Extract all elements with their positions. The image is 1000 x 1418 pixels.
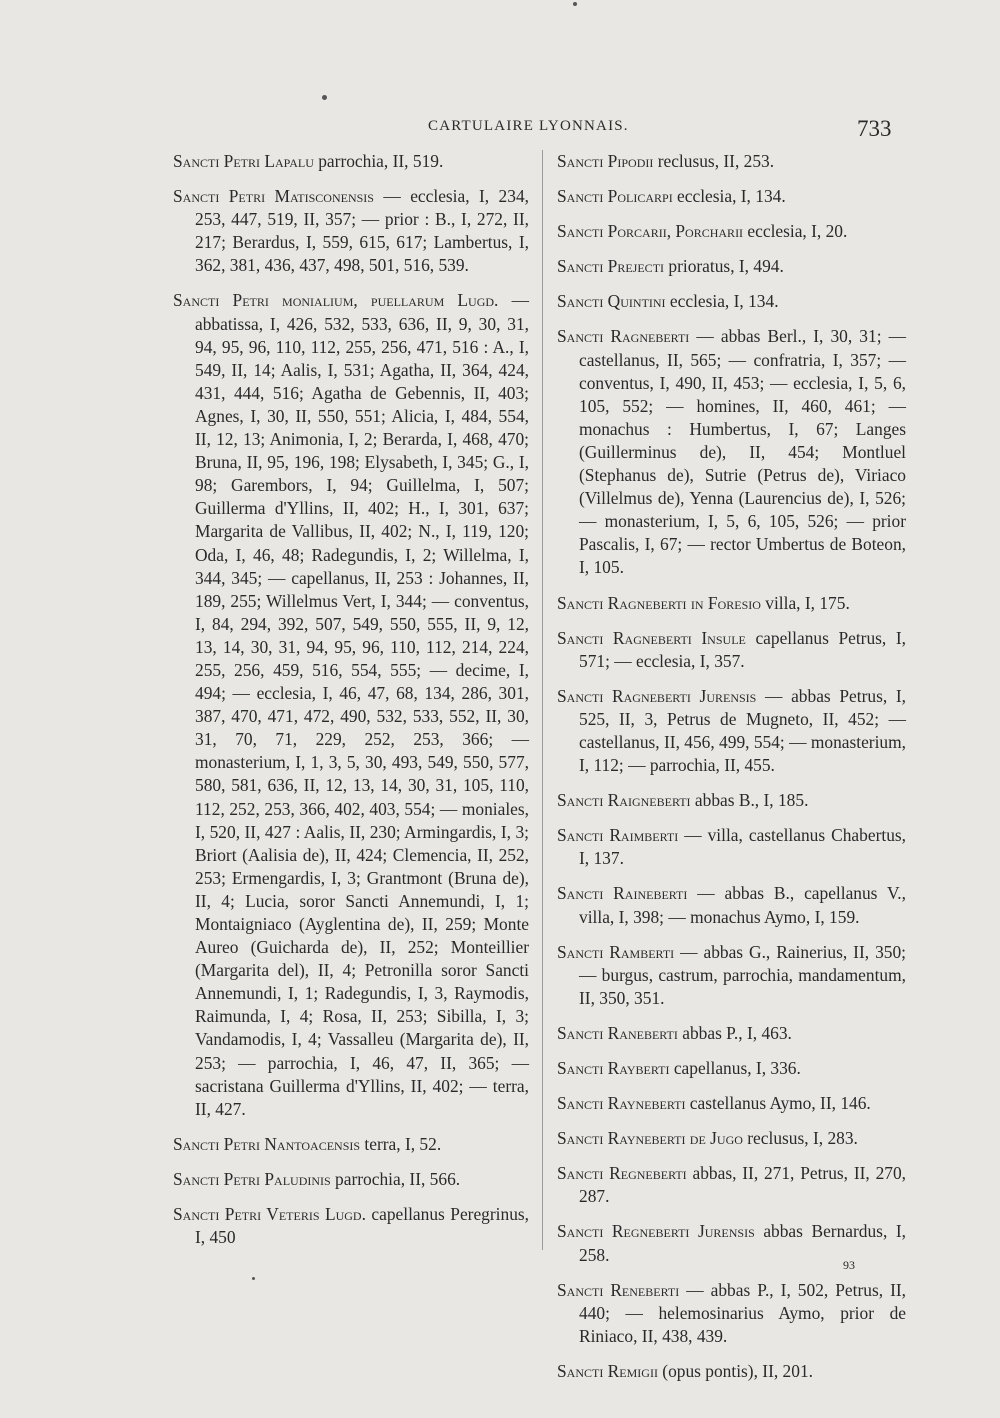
entry-heading: Sancti Petri Lapalu [173,151,314,171]
entry-heading: Sancti Ragneberti Insule [557,627,746,648]
entry-text: — abbas P., I, 502, Petrus, II, 440; — helemosinarius Aymo, prior de Riniaco, II, 438, 439. [579,1279,906,1346]
index-entry [557,1279,906,1348]
ink-speck [322,95,327,100]
index-entry [557,1057,906,1080]
entry-text: ecclesia, I, 20. [743,221,848,242]
entry-text: capellanus Peregrinus, I, 450 [195,1204,530,1248]
right-column [557,150,906,1395]
index-entry [173,1203,529,1249]
column-divider [542,150,543,1250]
entry-heading: Sancti Regneberti [557,1163,687,1184]
index-entry [557,882,906,928]
entry-text: ecclesia, I, 134. [672,186,786,207]
entry-heading: Sancti Raineberti [557,883,688,904]
signature-mark: 93 [843,1258,855,1272]
index-entry [557,627,906,673]
index-entry [557,1127,906,1150]
entry-heading: Sancti Pipodii [557,151,654,171]
entry-text: — ecclesia, I, 234, 253, 447, 519, II, 357; — prior : B., I, 272, II, 217; Berardus, I, 559, 615, 617; Lambertus, I, 362, 381, 436, 437, 498, 501, 516, 539. [195,186,529,276]
index-entry [557,185,906,208]
index-entry [173,185,529,277]
entry-text: abbas B., I, 185. [690,790,809,811]
entry-heading: Sancti Raimberti [557,825,679,846]
ink-speck [252,1277,255,1280]
index-entry [173,150,529,173]
entry-heading: Sancti Petri Nantoacensis [173,1133,361,1154]
entry-heading: Sancti Rayneberti [557,1093,686,1114]
entry-heading: Sancti Policarpi [557,186,673,207]
entry-heading: Sancti Quintini [557,291,666,312]
entry-heading: Sancti Remigii [557,1360,658,1381]
index-entry [557,255,906,278]
index-entry [557,325,906,579]
entry-text: capellanus, I, 336. [669,1058,801,1078]
entry-heading: Sancti Rayneberti de Jugo [557,1128,743,1149]
entry-text: (opus pontis), II, 201. [657,1360,813,1381]
index-entry [557,150,906,173]
entry-text: — villa, castellanus Chabertus, I, 137. [579,825,907,869]
left-column [173,150,529,1261]
entry-heading: Sancti Rayberti [557,1058,670,1078]
entry-heading: Sancti Ragneberti Jurensis [557,685,757,706]
entry-heading: Sancti Reneberti [557,1279,680,1300]
entry-text: reclusus, I, 283. [742,1128,858,1149]
index-entry [173,1133,529,1156]
entry-heading: Sancti Petri Paludinis [173,1168,331,1189]
entry-text: parrochia, II, 566. [330,1168,461,1189]
entry-text: villa, I, 175. [760,592,850,613]
entry-heading: Sancti Ragneberti in Foresio [557,592,761,613]
entry-heading: Sancti Prejecti [557,256,665,277]
entry-text: abbas P., I, 463. [677,1022,792,1043]
entry-text: — abbas Berl., I, 30, 31; — castellanus, II, 565; — confratria, I, 357; — conventus, I, 490, II, 453; — ecclesia, I, 5, 6, 105, 552; — homines, II, 460, 461; — monachus : Humbertus, I, 67; Langes (Guillerminus de), II, 454; Montluel (Stephanus de), Sutrie (Petrus de), Viriaco (Villelmus de), Yenna (Laurencius de), I, 526; — monasterium, I, 5, 6, 105, 526; — prior Pascalis, I, 67; — rector Umbertus de Boteon, I, 105. [579,326,906,578]
index-entry [557,1022,906,1045]
entry-heading: Sancti Petri monialium, puellarum Lugd. [173,290,499,311]
entry-heading: Sancti Raneberti [557,1022,678,1043]
entry-text: ecclesia, I, 134. [665,291,779,312]
entry-heading: Sancti Porcarii, Porcharii [557,221,744,242]
ink-speck [573,2,577,6]
running-title: CARTULAIRE LYONNAIS. [428,118,629,134]
entry-text: reclusus, II, 253. [653,151,775,171]
index-entry [173,1168,529,1191]
index-entry [557,1360,906,1383]
entry-heading: Sancti Regneberti Jurensis [557,1221,755,1242]
entry-heading: Sancti Petri Veteris Lugd. [173,1204,366,1225]
index-entry [557,685,906,777]
index-entry [557,789,906,812]
entry-text: — abbatissa, I, 426, 532, 533, 636, II, 9, 30, 31, 94, 95, 96, 110, 112, 255, 256, 471, 516 : A., I, 549, II, 14; Aalis, I, 531; Agatha, II, 364, 424, 431, 444, 516; Agatha de Gebennis, II, 403; Agnes, I, 30, II, 550, 551; Alicia, I, 484, 554, II, 12, 13; Animonia, I, 2; Berarda, I, 468, 470; Bruna, II, 95, 196, 198; Elysabeth, I, 345; G., I, 98; Garembors, I, 94; Guillelma, I, 507; Guillerma d'Yllins, II, 402; H., I, 301, 637; Margarita de Vallibus, II, 402; N., I, 119, 120; Oda, I, 46, 48; Radegundis, I, 2; Willelma, I, 344, 345; — capellanus, II, 253 : Johannes, II, 189, 255; Willelmus Vert, I, 344; — conventus, I, 84, 294, 392, 507, 549, 550, 555, II, 9, 12, 13, 14, 30, 31, 94, 95, 96, 110, 112, 214, 224, 255, 256, 459, 516, 554, 555; — decime, I, 494; — ecclesia, I, 46, 47, 68, 134, 286, 301, 387, 470, 471, 472, 490, 532, 533, 552, II, 30, 31, 70, 71, 229, 252, 253, 366; — monasterium, I, 1, 3, 5, 30, 493, 549, 550, 577, 580, 581, 636, II, 12, 13, 14, 30, 31, 105, 110, 112, 252, 253, 366, 402, 403, 554; — moniales, I, 520, II, 427 : Aalis, II, 230; Armingardis, I, 3; Briort (Aalisia de), II, 424; Clemencia, II, 252, 253; Ermengardis, I, 3; Grantmont (Bruna de), II, 4; Lucia, soror Sancti Annemundi, I, 1; Montaigniaco (Ayglentina de), II, 259; Monte Aureo (Guicharda de), II, 252; Monteillier (Margarita del), II, 4; Petronilla soror Sancti Annemundi, I, 1; Radegundis, I, 3, Raymodis, Raimunda, I, 4; Rosa, II, 253; Sibilla, I, 3; Vandamodis, I, 4; Vassalleu (Margarita de), II, 253; — parrochia, I, 46, 47, II, 365; — sacristana Guillerma d'Yllins, II, 402; — terra, II, 427. [195,290,529,1119]
entry-text: parrochia, II, 519. [313,151,444,171]
index-entry [173,289,529,1120]
entry-text: — abbas B., capellanus V., villa, I, 398; — monachus Aymo, I, 159. [579,883,906,927]
index-entry [557,1162,906,1208]
entry-text: abbas, II, 271, Petrus, II, 270, 287. [579,1163,907,1207]
entry-text: — abbas Petrus, I, 525, II, 3, Petrus de Mugneto, II, 452; — castellanus, II, 456, 499, 554; — monasterium, I, 112; — parrochia, II, 455. [579,685,906,776]
entry-text: terra, I, 52. [360,1133,442,1154]
index-entry [557,824,906,870]
entry-heading: Sancti Raigneberti [557,790,691,811]
page-number: 733 [857,116,892,141]
index-entry [557,592,906,615]
entry-text: capellanus Petrus, I, 571; — ecclesia, I, 357. [579,627,906,671]
index-entry [557,220,906,243]
entry-text: prioratus, I, 494. [664,256,784,277]
index-entry [557,290,906,313]
entry-text: — abbas G., Rainerius, II, 350; — burgus, castrum, parrochia, mandamentum, II, 350, 351. [579,941,906,1008]
entry-heading: Sancti Petri Matisconensis [173,186,374,207]
entry-text: castellanus Aymo, II, 146. [685,1093,871,1114]
entry-text: abbas Bernardus, I, 258. [579,1221,906,1265]
entry-heading: Sancti Ramberti [557,941,675,962]
entry-heading: Sancti Ragneberti [557,326,690,347]
index-entry [557,1092,906,1115]
index-entry [557,941,906,1010]
